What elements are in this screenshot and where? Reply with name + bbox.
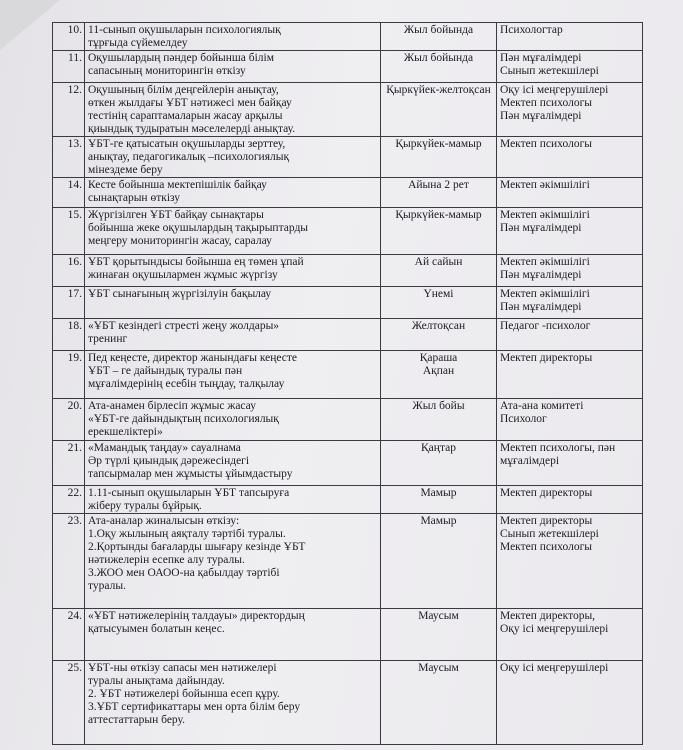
- table-row: [53, 23, 643, 51]
- responsible-cell-line: Мектеп директоры: [500, 515, 593, 527]
- time-cell: [381, 137, 497, 178]
- task-cell-line: жинаған оқушылармен жұмыс жүргізу: [88, 269, 278, 281]
- task-cell: [85, 399, 381, 441]
- task-cell-line: анықтау, педагогикалық –психологиялық: [88, 151, 290, 163]
- time-cell: [381, 208, 497, 255]
- responsible-cell: [497, 255, 643, 287]
- task-cell: [85, 486, 381, 514]
- task-cell: [85, 609, 381, 661]
- time-cell: [381, 609, 497, 661]
- time-cell: [381, 23, 497, 51]
- responsible-cell-line: Пән мұғалімдері: [500, 269, 582, 281]
- responsible-cell: [497, 486, 643, 514]
- row-number: 11.: [53, 51, 85, 83]
- time-cell-line: Жыл бойында: [403, 52, 474, 64]
- table-row: [53, 319, 643, 351]
- time-cell: [381, 351, 497, 399]
- task-cell-line: 11-сынып оқушыларын психологиялық: [88, 24, 281, 36]
- time-cell-line: Мамыр: [420, 515, 457, 527]
- folded-corner: [0, 0, 60, 50]
- responsible-cell-line: Мектеп психологы: [500, 541, 593, 553]
- task-cell: [85, 178, 381, 208]
- responsible-cell-line: Психолог: [500, 413, 547, 425]
- time-cell-line: Маусым: [418, 662, 459, 674]
- task-cell-line: ҰБТ-ны өткізу сапасы мен нәтижелері: [88, 662, 277, 674]
- time-cell-line: Қыркүйек-мамыр: [395, 138, 482, 150]
- responsible-cell: [497, 83, 643, 137]
- responsible-cell-line: Мектеп директоры: [500, 352, 593, 364]
- task-cell-line: Пед кеңесте, директор жанындағы кеңесте: [88, 352, 298, 364]
- responsible-cell: [497, 287, 643, 319]
- time-cell-line: Желтоқсан: [411, 320, 466, 332]
- time-cell-line: Қаңтар: [421, 442, 456, 454]
- task-cell-line: ҰБТ-ге қатысатын оқушыларды зерттеу,: [88, 138, 286, 150]
- task-cell-line: Әр түрлі қиындық дәрежесіндегі: [88, 455, 250, 467]
- responsible-cell-line: мұғалімдері: [500, 455, 560, 467]
- row-number: 17.: [53, 287, 85, 319]
- task-cell-line: меңгеру мониторингін жасау, саралау: [88, 235, 272, 247]
- responsible-cell: [497, 178, 643, 208]
- time-cell-line: Қараша: [419, 352, 458, 364]
- task-cell-line: сынақтарын өткізу: [88, 192, 181, 204]
- task-cell-line: ҰБТ қорытындысы бойынша ең төмен ұпай: [88, 256, 304, 268]
- responsible-cell: [497, 23, 643, 51]
- task-cell: [85, 661, 381, 745]
- responsible-cell-line: Сынып жетекшілері: [500, 528, 599, 540]
- responsible-cell: [497, 351, 643, 399]
- time-cell-line: Жыл бойы: [412, 400, 465, 412]
- table-row: [53, 208, 643, 255]
- task-cell-line: қатысуымен болатын кеңес.: [88, 623, 225, 635]
- plan-table: [52, 22, 643, 745]
- task-cell-line: 1.11-сынып оқушыларын ҰБТ тапсыруға: [88, 487, 290, 499]
- task-cell-line: қиындық тудыратын мәселелерді анықтау.: [88, 123, 296, 135]
- table-row: [53, 83, 643, 137]
- table-row: [53, 137, 643, 178]
- time-cell: [381, 514, 497, 609]
- task-cell-line: Кесте бойынша мектепішілік байқау: [88, 179, 267, 191]
- responsible-cell: [497, 661, 643, 745]
- responsible-cell-line: Мектеп директоры,: [500, 610, 596, 622]
- task-cell-line: бойынша жеке оқушылардың тақырыптарды: [88, 222, 309, 234]
- time-cell-line: Айына 2 рет: [408, 179, 469, 191]
- responsible-cell-line: Мектеп психологы: [500, 97, 593, 109]
- time-cell: [381, 51, 497, 83]
- time-cell: [381, 319, 497, 351]
- responsible-cell-line: Пән мұғалімдері: [500, 222, 582, 234]
- task-cell-line: тренинг: [88, 333, 128, 345]
- row-number: 23.: [53, 514, 85, 609]
- responsible-cell-line: Пән мұғалімдері: [500, 110, 582, 122]
- task-cell: [85, 137, 381, 178]
- row-number: 24.: [53, 609, 85, 661]
- task-cell-line: жіберу туралы бұйрық.: [88, 500, 202, 512]
- task-cell: [85, 287, 381, 319]
- task-cell-line: Ата-анамен бірлесіп жұмыс жасау: [88, 400, 256, 412]
- task-cell-line: нәтижелерін есепке алу туралы.: [88, 554, 245, 566]
- row-number: 10.: [53, 23, 85, 51]
- time-cell: [381, 441, 497, 486]
- responsible-cell-line: Мектеп әкімшілігі: [500, 288, 590, 300]
- responsible-cell: [497, 441, 643, 486]
- responsible-cell-line: Психологтар: [500, 24, 563, 36]
- task-cell-line: тұрғыда сүйемелдеу: [88, 37, 188, 49]
- responsible-cell-line: Оқу ісі меңгерушілері: [500, 623, 609, 635]
- responsible-cell-line: Ата-ана комитеті: [500, 400, 584, 412]
- row-number: 15.: [53, 208, 85, 255]
- time-cell-line: Үнемі: [423, 288, 454, 300]
- table-row: [53, 287, 643, 319]
- table-row: [53, 178, 643, 208]
- responsible-cell: [497, 609, 643, 661]
- task-cell-line: туралы.: [88, 580, 126, 592]
- task-cell: [85, 51, 381, 83]
- table-row: [53, 441, 643, 486]
- task-cell-line: ҰБТ – ге дайындық туралы пән: [88, 365, 243, 377]
- table-row: [53, 609, 643, 661]
- task-cell: [85, 319, 381, 351]
- task-cell-line: сапасының мониторингін өткізу: [88, 65, 246, 77]
- time-cell: [381, 83, 497, 137]
- responsible-cell: [497, 514, 643, 609]
- time-cell: [381, 399, 497, 441]
- row-number: 12.: [53, 83, 85, 137]
- time-cell-line: Қыркүйек-мамыр: [395, 209, 482, 221]
- task-cell-line: 1.Оқу жылының аяқталу тәртібі туралы.: [88, 528, 286, 540]
- task-cell: [85, 514, 381, 609]
- time-cell-line: Ай сайын: [414, 256, 463, 268]
- task-cell-line: «ҰБТ кезіндегі стресті жеңу жолдары»: [88, 320, 280, 332]
- task-cell-line: мұғалімдерінің есебін тыңдау, талқылау: [88, 378, 285, 390]
- responsible-cell: [497, 137, 643, 178]
- task-cell-line: Оқушылардың пәндер бойынша білім: [88, 52, 274, 64]
- task-cell: [85, 255, 381, 287]
- task-cell-line: «ҰБТ нәтижелерінің талдауы» директордың: [88, 610, 305, 622]
- task-cell: [85, 441, 381, 486]
- time-cell-line: Мамыр: [420, 487, 457, 499]
- time-cell: [381, 486, 497, 514]
- table-row: [53, 399, 643, 441]
- row-number: 14.: [53, 178, 85, 208]
- responsible-cell-line: Оқу ісі меңгерушілері: [500, 84, 609, 96]
- responsible-cell-line: Мектеп әкімшілігі: [500, 209, 590, 221]
- row-number: 25.: [53, 661, 85, 745]
- time-cell-line: Маусым: [418, 610, 459, 622]
- time-cell-line: Қыркүйек-желтоқсан: [386, 84, 491, 96]
- time-cell: [381, 255, 497, 287]
- responsible-cell-line: Пән мұғалімдері: [500, 52, 582, 64]
- task-cell-line: ерекшеліктері»: [88, 426, 163, 438]
- time-cell-line: Жыл бойында: [403, 24, 474, 36]
- responsible-cell-line: Педагог -психолог: [500, 320, 591, 332]
- task-cell-line: аттестаттарын беру.: [88, 714, 186, 726]
- task-cell-line: «Мамандық таңдау» сауалнама: [88, 442, 241, 454]
- task-cell: [85, 351, 381, 399]
- responsible-cell-line: Мектеп әкімшілігі: [500, 256, 590, 268]
- task-cell-line: 2.Қортынды бағаларды шығару кезінде ҰБТ: [88, 541, 306, 553]
- row-number: 22.: [53, 486, 85, 514]
- row-number: 21.: [53, 441, 85, 486]
- task-cell-line: ҰБТ сынағының жүргізілуін бақылау: [88, 288, 272, 300]
- table-row: [53, 486, 643, 514]
- task-cell-line: 2. ҰБТ нәтижелері бойынша есеп құру.: [88, 688, 280, 700]
- row-number: 18.: [53, 319, 85, 351]
- time-cell-line: Ақпан: [422, 365, 455, 377]
- table-row: [53, 661, 643, 745]
- task-cell-line: Ата-аналар жиналысын өткізу:: [88, 515, 240, 527]
- task-cell-line: «ҰБТ-ге дайындықтың психологиялық: [88, 413, 279, 425]
- responsible-cell-line: Мектеп директоры: [500, 487, 593, 499]
- task-cell: [85, 23, 381, 51]
- task-cell-line: туралы анықтама дайындау.: [88, 675, 225, 687]
- responsible-cell-line: Мектеп психологы, пән: [500, 442, 616, 454]
- responsible-cell-line: Сынып жетекшілері: [500, 65, 599, 77]
- table-row: [53, 51, 643, 83]
- task-cell-line: 3.ҰБТ сертификаттары мен орта білім беру: [88, 701, 301, 713]
- responsible-cell: [497, 399, 643, 441]
- task-cell-line: Оқушының білім деңгейлерін анықтау,: [88, 84, 279, 96]
- responsible-cell-line: Пән мұғалімдері: [500, 301, 582, 313]
- row-number: 13.: [53, 137, 85, 178]
- table-row: [53, 351, 643, 399]
- task-cell-line: тестінің сараптамаларын жасау арқылы: [88, 110, 283, 122]
- responsible-cell: [497, 208, 643, 255]
- responsible-cell-line: Оқу ісі меңгерушілері: [500, 662, 609, 674]
- row-number: 20.: [53, 399, 85, 441]
- responsible-cell-line: Мектеп әкімшілігі: [500, 179, 590, 191]
- table-row: [53, 514, 643, 609]
- task-cell: [85, 83, 381, 137]
- table-row: [53, 255, 643, 287]
- task-cell-line: Жүргізілген ҰБТ байқау сынақтары: [88, 209, 264, 221]
- row-number: 16.: [53, 255, 85, 287]
- row-number: 19.: [53, 351, 85, 399]
- task-cell-line: мінездеме беру: [88, 164, 163, 176]
- task-cell-line: тапсырмалар мен жұмысты ұйымдастыру: [88, 468, 293, 480]
- time-cell: [381, 178, 497, 208]
- responsible-cell-line: Мектеп психологы: [500, 138, 593, 150]
- task-cell-line: өткен жылдағы ҰБТ нәтижесі мен байқау: [88, 97, 292, 109]
- time-cell: [381, 287, 497, 319]
- responsible-cell: [497, 319, 643, 351]
- time-cell: [381, 661, 497, 745]
- responsible-cell: [497, 51, 643, 83]
- task-cell-line: 3.ЖОО мен ОАОО-на қабылдау тәртібі: [88, 567, 280, 579]
- task-cell: [85, 208, 381, 255]
